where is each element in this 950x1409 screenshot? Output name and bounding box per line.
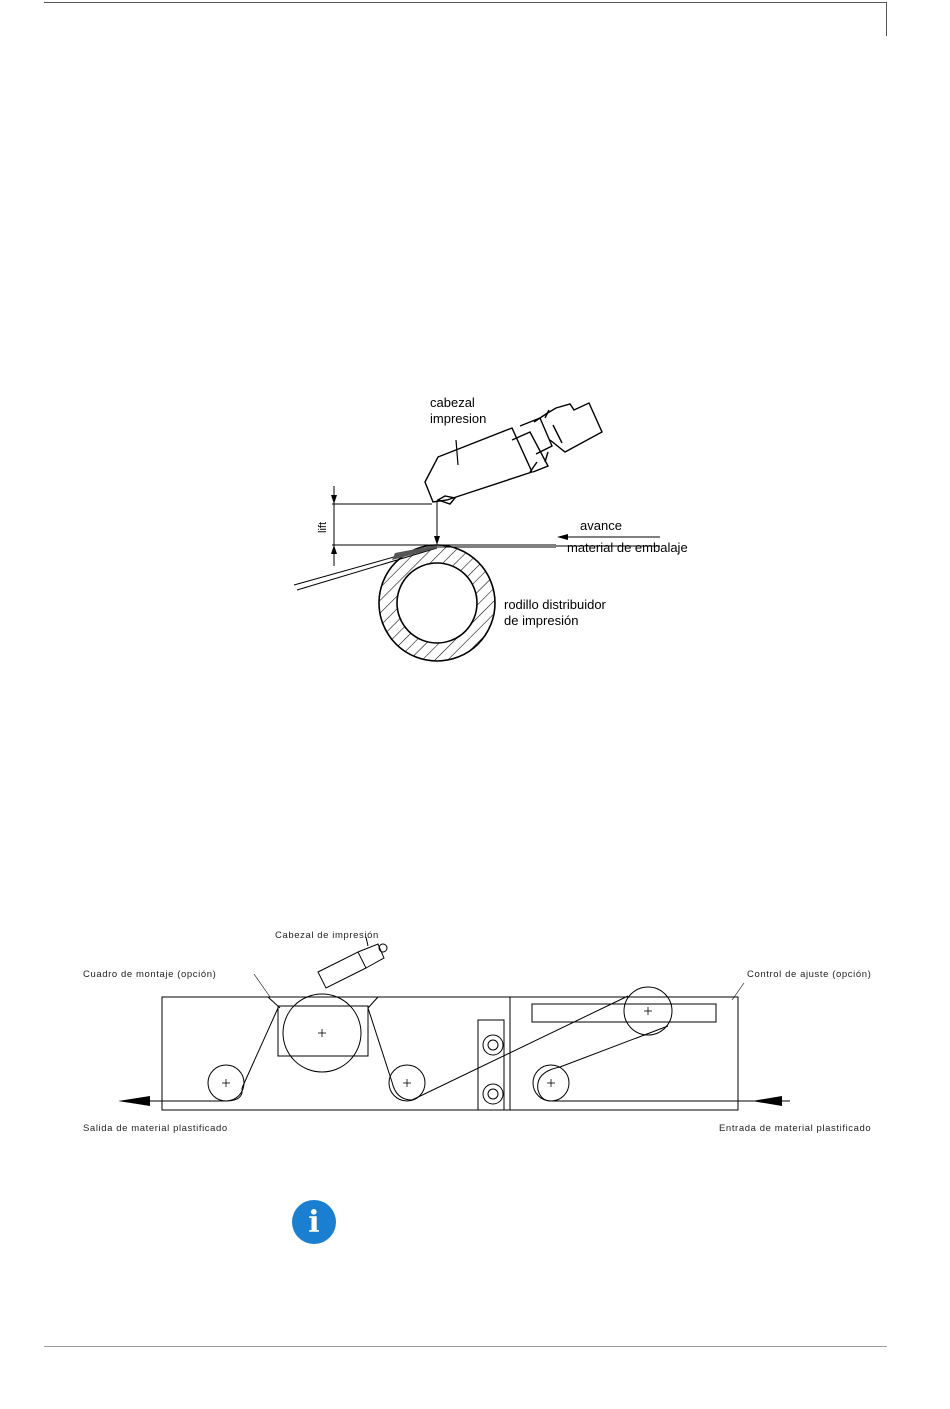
small-printhead-label: Cabezal de impresión bbox=[275, 930, 379, 941]
frame-leader-line bbox=[254, 974, 270, 997]
input-label: Entrada de material plastificado bbox=[719, 1123, 872, 1134]
material-web-path bbox=[150, 996, 790, 1101]
mounting-frame bbox=[162, 997, 738, 1110]
head-down-arrow bbox=[434, 502, 440, 545]
frame-label: Cuadro de montaje (opción) bbox=[83, 969, 217, 980]
info-icon bbox=[292, 1200, 336, 1244]
printhead-label-line1: cabezal bbox=[430, 395, 475, 410]
feed-label: avance bbox=[580, 518, 622, 533]
output-arrow bbox=[118, 1096, 150, 1106]
roller-label-line2: de impresión bbox=[504, 613, 579, 628]
small-printhead-drawing bbox=[318, 937, 387, 988]
print-roller bbox=[379, 545, 495, 661]
material-label: material de embalaje bbox=[567, 540, 688, 555]
info-glyph: i bbox=[308, 1204, 320, 1240]
output-label: Salida de material plastificado bbox=[83, 1123, 228, 1134]
lift-label: lift bbox=[317, 522, 329, 533]
input-arrow bbox=[752, 1096, 782, 1106]
roller-label-line1: rodillo distribuidor bbox=[504, 597, 606, 612]
control-label: Control de ajuste (opción) bbox=[747, 969, 872, 980]
printhead-leader-line bbox=[456, 440, 458, 465]
footer-rule bbox=[44, 1346, 887, 1347]
material-path-diagram bbox=[0, 900, 950, 1150]
printhead-label-line2: impresion bbox=[430, 411, 487, 426]
